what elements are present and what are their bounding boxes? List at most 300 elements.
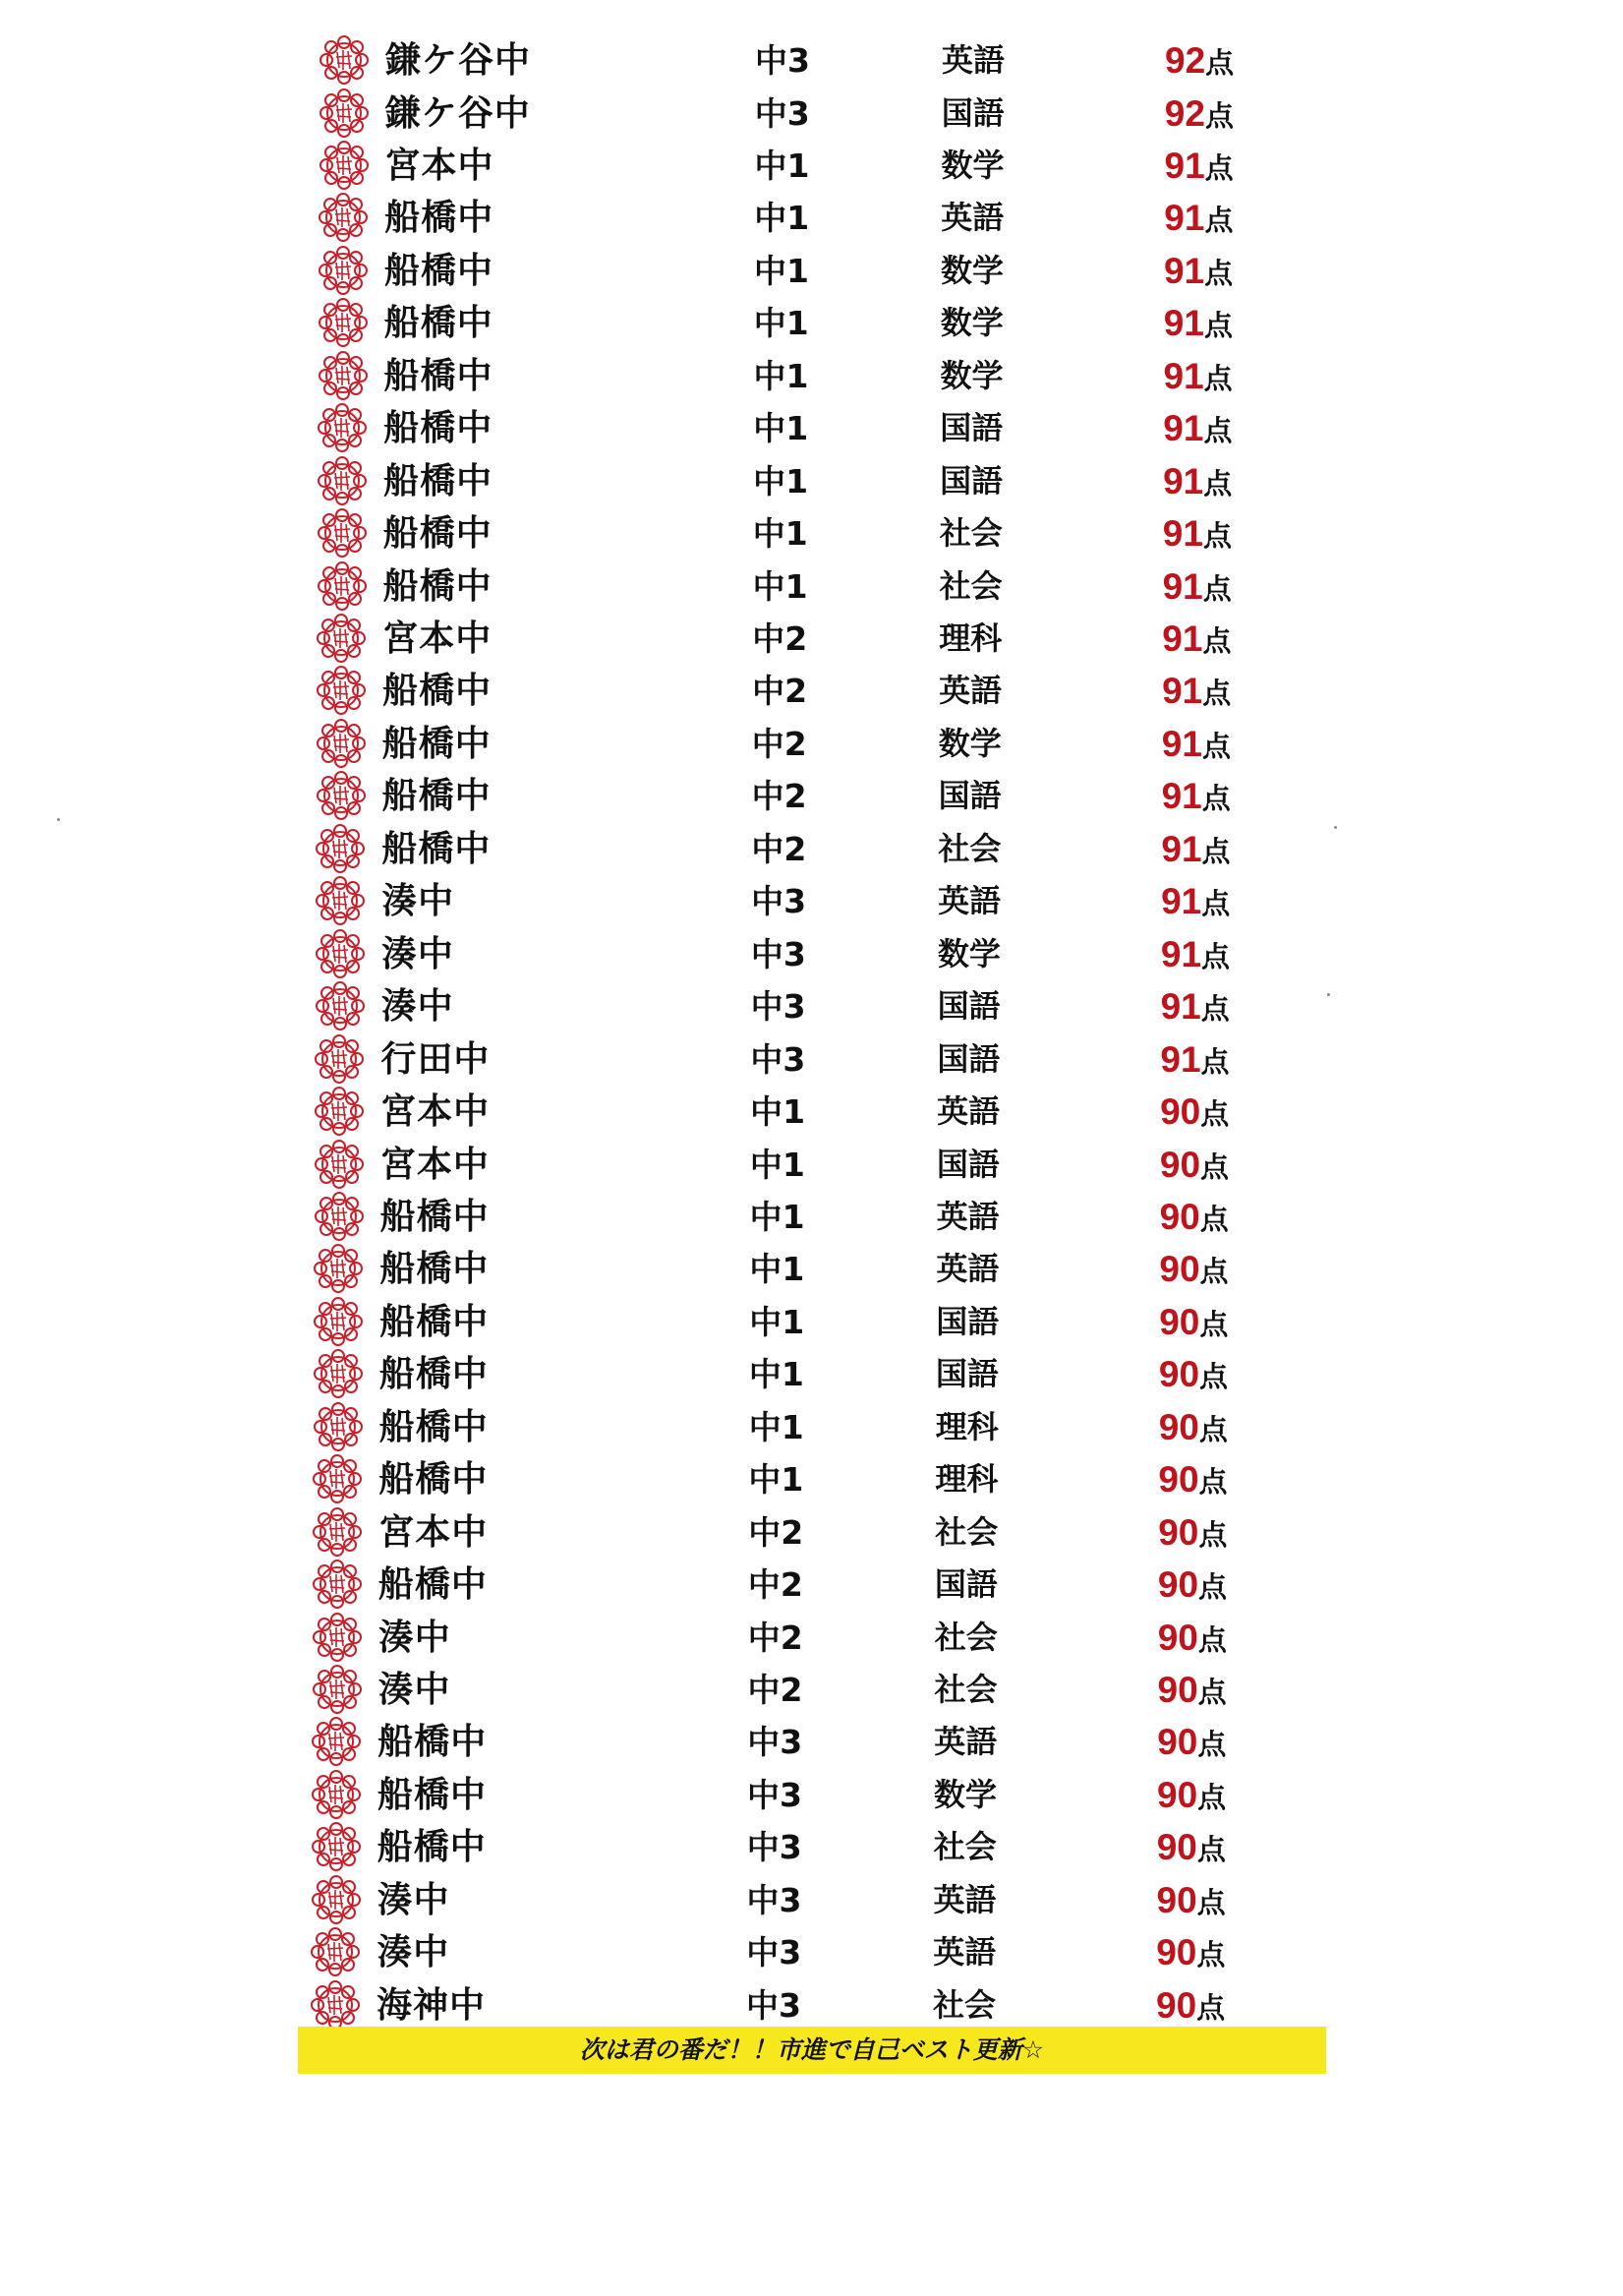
subject-label: 社会	[939, 514, 1003, 552]
result-row	[0, 507, 1623, 559]
grade-label: 中3	[746, 1880, 802, 1919]
score-unit: 点	[1201, 939, 1231, 973]
subject-label: 社会	[939, 566, 1003, 605]
flower-seal-icon	[315, 1087, 364, 1136]
score-value	[1163, 560, 1232, 613]
school-name: 宮本中	[380, 1091, 491, 1132]
grade-label: 中3	[746, 1828, 802, 1867]
subject-label: 社会	[934, 1671, 998, 1708]
flower-seal-icon	[311, 1980, 360, 2030]
flower-seal-icon	[314, 1297, 363, 1346]
score-number: 90	[1158, 1511, 1199, 1553]
flower-seal-icon	[318, 456, 367, 505]
school-name: 船橋中	[378, 1354, 489, 1395]
score-value	[1157, 1874, 1226, 1926]
school-name: 船橋中	[384, 198, 494, 239]
grade-label: 中3	[750, 1039, 806, 1079]
score-unit: 点	[1200, 1097, 1230, 1131]
score-value	[1165, 140, 1234, 192]
result-row	[0, 1664, 1623, 1716]
score-number: 90	[1158, 1354, 1200, 1395]
result-row	[0, 350, 1623, 402]
scan-speck	[57, 818, 60, 821]
grade-label: 中2	[748, 1512, 804, 1552]
footer-message: 次は君の番だ！！市進で自己ベスト更新☆	[579, 2035, 1045, 2064]
score-number: 92	[1165, 40, 1206, 81]
flower-seal-icon	[319, 246, 368, 295]
score-value	[1159, 1348, 1228, 1400]
score-number: 90	[1157, 1774, 1198, 1815]
subject-label: 英語	[941, 199, 1005, 237]
score-value	[1163, 402, 1232, 454]
flower-seal-icon	[319, 88, 369, 138]
result-row	[0, 1191, 1623, 1243]
subject-label: 英語	[934, 1723, 998, 1761]
score-unit: 点	[1197, 1622, 1227, 1657]
result-row	[0, 1926, 1623, 1978]
result-row	[0, 245, 1623, 297]
score-number: 90	[1156, 1932, 1197, 1973]
score-unit: 点	[1199, 1202, 1229, 1236]
score-unit: 点	[1196, 1938, 1226, 1972]
score-unit: 点	[1204, 256, 1234, 290]
grade-label: 中1	[754, 146, 810, 185]
subject-label: 国語	[935, 1355, 999, 1393]
score-value	[1158, 1453, 1227, 1505]
grade-label: 中1	[754, 251, 809, 290]
subject-label: 英語	[936, 1250, 1000, 1288]
score-value	[1164, 192, 1233, 244]
result-row	[0, 1979, 1623, 2031]
score-value	[1160, 1033, 1229, 1086]
score-number: 91	[1163, 408, 1204, 449]
school-name: 湊中	[381, 881, 455, 922]
subject-label: 英語	[933, 1880, 997, 1918]
score-unit: 点	[1202, 571, 1232, 606]
subject-label: 数学	[940, 304, 1004, 342]
subject-label: 社会	[935, 1512, 999, 1551]
score-value	[1164, 350, 1233, 402]
score-number: 90	[1159, 1249, 1200, 1290]
score-unit: 点	[1204, 204, 1234, 238]
subject-label: 国語	[938, 777, 1002, 815]
school-name: 湊中	[380, 933, 454, 974]
flower-seal-icon	[317, 614, 366, 663]
score-unit: 点	[1205, 46, 1235, 80]
result-row	[0, 34, 1623, 87]
subject-label: 国語	[936, 1302, 1000, 1340]
flower-seal-icon	[313, 1560, 362, 1609]
result-row	[0, 1716, 1623, 1768]
flower-seal-icon	[319, 141, 369, 190]
score-value	[1161, 928, 1230, 980]
score-value	[1158, 1664, 1227, 1716]
grade-label: 中3	[747, 1723, 803, 1762]
school-name: 行田中	[380, 1038, 491, 1080]
grade-label: 中1	[752, 566, 808, 606]
flower-seal-icon	[317, 719, 366, 768]
flower-seal-icon	[315, 1140, 364, 1189]
score-number: 90	[1158, 1406, 1199, 1447]
school-name: 船橋中	[381, 828, 492, 869]
score-unit: 点	[1197, 1780, 1227, 1814]
subject-label: 国語	[937, 1039, 1001, 1078]
score-value	[1159, 1296, 1228, 1348]
subject-label: 数学	[934, 1775, 998, 1813]
score-unit: 点	[1203, 466, 1233, 500]
subject-label: 国語	[940, 409, 1004, 447]
score-unit: 点	[1198, 1412, 1228, 1446]
result-row	[0, 1243, 1623, 1295]
score-value	[1159, 1243, 1228, 1295]
score-number: 91	[1164, 250, 1205, 291]
flower-seal-icon	[319, 351, 368, 400]
result-row	[0, 455, 1623, 507]
score-unit: 点	[1204, 150, 1234, 185]
school-name: 船橋中	[383, 460, 493, 501]
score-unit: 点	[1201, 834, 1231, 868]
school-name: 船橋中	[378, 1459, 489, 1501]
score-unit: 点	[1203, 414, 1233, 448]
score-unit: 点	[1200, 992, 1230, 1027]
flower-seal-icon	[312, 1822, 361, 1871]
score-value	[1156, 1926, 1225, 1978]
subject-label: 英語	[936, 1197, 1000, 1235]
score-number: 90	[1159, 1301, 1200, 1342]
subject-label: 英語	[942, 41, 1006, 79]
subject-label: 国語	[941, 93, 1005, 132]
score-value	[1162, 770, 1231, 822]
flower-seal-icon	[318, 508, 367, 558]
score-unit: 点	[1199, 1360, 1229, 1394]
score-value	[1158, 1559, 1227, 1611]
subject-label: 数学	[937, 934, 1001, 972]
subject-label: 国語	[937, 987, 1001, 1026]
grade-label: 中3	[754, 93, 810, 133]
score-number: 91	[1161, 723, 1202, 764]
school-name: 船橋中	[383, 355, 493, 396]
footer-banner	[298, 2027, 1326, 2074]
school-name: 宮本中	[384, 145, 494, 186]
result-row	[0, 1769, 1623, 1821]
score-number: 91	[1160, 933, 1202, 974]
score-unit: 点	[1200, 1044, 1230, 1079]
score-number: 90	[1156, 1879, 1197, 1920]
score-number: 91	[1164, 145, 1205, 186]
flower-seal-icon	[313, 1507, 362, 1557]
grade-label: 中3	[746, 1985, 801, 2025]
flower-seal-icon	[318, 561, 367, 611]
score-value	[1165, 34, 1234, 87]
result-row	[0, 560, 1623, 613]
score-unit: 点	[1198, 1570, 1228, 1605]
school-name: 船橋中	[381, 776, 492, 817]
school-name: 湊中	[377, 1670, 451, 1710]
grade-label: 中1	[749, 1197, 805, 1236]
score-value	[1158, 1506, 1227, 1559]
score-unit: 点	[1203, 309, 1233, 343]
score-value	[1157, 1821, 1226, 1873]
flower-seal-icon	[312, 1770, 361, 1819]
school-name: 湊中	[377, 1879, 450, 1920]
school-name: 船橋中	[382, 565, 493, 607]
flower-seal-icon	[318, 403, 367, 452]
score-value	[1161, 980, 1230, 1032]
score-value	[1162, 718, 1231, 770]
school-name: 船橋中	[377, 1774, 488, 1815]
result-row	[0, 1821, 1623, 1873]
score-unit: 点	[1201, 729, 1231, 763]
grade-label: 中1	[748, 1355, 804, 1394]
score-number: 91	[1162, 618, 1203, 659]
school-name: 船橋中	[379, 1249, 490, 1290]
score-unit: 点	[1198, 1517, 1228, 1552]
score-number: 90	[1158, 1459, 1199, 1501]
grade-label: 中3	[750, 987, 806, 1027]
subject-label: 理科	[935, 1407, 999, 1445]
result-row	[0, 1559, 1623, 1611]
subject-label: 社会	[934, 1618, 998, 1656]
flower-seal-icon	[312, 1875, 361, 1924]
subject-label: 数学	[940, 356, 1004, 394]
subject-label: 数学	[941, 251, 1005, 289]
subject-label: 数学	[941, 146, 1005, 184]
grade-label: 中2	[751, 777, 807, 816]
flower-seal-icon	[319, 298, 368, 347]
result-row	[0, 665, 1623, 717]
grade-label: 中2	[747, 1565, 803, 1605]
score-unit: 点	[1200, 1149, 1230, 1184]
grade-label: 中3	[755, 41, 810, 80]
flower-seal-icon	[311, 1927, 360, 1976]
subject-label: 社会	[933, 1828, 997, 1866]
school-name: 海神中	[377, 1984, 487, 2026]
score-value	[1157, 1769, 1226, 1821]
result-row	[0, 718, 1623, 770]
scan-speck	[1327, 993, 1330, 996]
flower-seal-icon	[312, 1717, 361, 1766]
score-number: 90	[1156, 1984, 1197, 2026]
score-unit: 点	[1201, 782, 1231, 816]
score-unit: 点	[1199, 1307, 1229, 1341]
score-number: 91	[1163, 303, 1204, 344]
school-name: 宮本中	[382, 618, 493, 659]
flower-seal-icon	[317, 666, 366, 715]
score-unit: 点	[1204, 98, 1234, 133]
score-number: 91	[1163, 460, 1204, 501]
grade-label: 中2	[752, 619, 808, 658]
grade-label: 中1	[753, 461, 809, 500]
score-value	[1164, 297, 1233, 349]
result-row	[0, 1401, 1623, 1453]
flower-seal-icon	[316, 981, 365, 1030]
grade-label: 中2	[751, 724, 807, 763]
subject-label: 英語	[938, 882, 1002, 920]
school-name: 湊中	[377, 1932, 450, 1973]
flower-seal-icon	[315, 1192, 364, 1241]
score-value	[1160, 1139, 1229, 1191]
school-name: 船橋中	[383, 408, 493, 449]
score-unit: 点	[1202, 519, 1232, 553]
flower-seal-icon	[316, 824, 365, 873]
result-row	[0, 1348, 1623, 1400]
grade-label: 中1	[752, 514, 808, 553]
scan-speck	[1334, 826, 1337, 829]
flower-seal-icon	[315, 1034, 364, 1084]
school-name: 鎌ケ谷中	[385, 40, 532, 81]
score-unit: 点	[1199, 1255, 1229, 1289]
grade-label: 中2	[747, 1671, 803, 1709]
result-row	[0, 1874, 1623, 1926]
subject-label: 社会	[933, 1985, 997, 2024]
score-unit: 点	[1201, 887, 1231, 921]
result-row	[0, 980, 1623, 1032]
school-name: 宮本中	[379, 1144, 490, 1185]
score-number: 90	[1159, 1196, 1200, 1237]
score-number: 92	[1164, 92, 1205, 134]
score-value	[1159, 1401, 1228, 1453]
result-row	[0, 192, 1623, 244]
result-row	[0, 1506, 1623, 1559]
grade-label: 中1	[753, 356, 809, 395]
flower-seal-icon	[313, 1665, 362, 1714]
grade-label: 中3	[750, 934, 806, 973]
result-row	[0, 1296, 1623, 1348]
result-row	[0, 1453, 1623, 1505]
score-unit: 点	[1202, 624, 1232, 658]
school-name: 船橋中	[381, 723, 492, 764]
result-row	[0, 875, 1623, 927]
flower-seal-icon	[319, 193, 368, 242]
result-row	[0, 1612, 1623, 1664]
result-row	[0, 297, 1623, 349]
subject-label: 理科	[935, 1460, 999, 1499]
grade-label: 中1	[749, 1302, 805, 1341]
subject-label: 数学	[938, 724, 1002, 762]
result-row	[0, 88, 1623, 140]
subject-label: 社会	[938, 829, 1002, 867]
subject-label: 英語	[937, 1092, 1001, 1130]
score-number: 91	[1161, 828, 1202, 869]
score-value	[1160, 1191, 1229, 1243]
grade-label: 中1	[754, 199, 810, 238]
result-row	[0, 1033, 1623, 1086]
score-unit: 点	[1196, 1885, 1226, 1919]
subject-label: 理科	[939, 619, 1003, 657]
grade-label: 中2	[752, 672, 808, 711]
score-value	[1156, 1979, 1225, 2031]
school-name: 船橋中	[378, 1406, 489, 1447]
score-number: 90	[1156, 1827, 1197, 1868]
score-number: 91	[1160, 986, 1201, 1028]
subject-label: 英語	[933, 1933, 997, 1972]
score-number: 91	[1162, 513, 1203, 554]
score-number: 91	[1163, 355, 1204, 396]
school-name: 船橋中	[377, 1564, 488, 1606]
score-value	[1160, 1086, 1229, 1138]
subject-label: 英語	[939, 672, 1003, 710]
grade-label: 中1	[750, 1092, 806, 1131]
score-number: 90	[1157, 1670, 1198, 1710]
result-row	[0, 402, 1623, 454]
school-name: 鎌ケ谷中	[384, 92, 531, 134]
school-name: 船橋中	[382, 671, 493, 712]
score-unit: 点	[1197, 1676, 1227, 1709]
score-unit: 点	[1196, 1833, 1226, 1867]
score-value	[1157, 1716, 1226, 1768]
score-value	[1164, 245, 1233, 297]
subject-label: 国語	[934, 1565, 998, 1604]
subject-label: 国語	[940, 461, 1004, 500]
school-name: 湊中	[380, 986, 454, 1028]
school-name: 船橋中	[379, 1196, 490, 1237]
school-name: 船橋中	[383, 303, 493, 344]
score-value	[1161, 875, 1230, 927]
score-value	[1163, 507, 1232, 559]
score-number: 90	[1157, 1564, 1199, 1606]
school-name: 船橋中	[377, 1827, 487, 1868]
score-value	[1162, 613, 1231, 665]
score-number: 90	[1160, 1091, 1201, 1132]
score-number: 90	[1157, 1617, 1198, 1658]
score-number: 91	[1164, 198, 1205, 239]
grade-label: 中3	[747, 1775, 802, 1814]
school-name: 湊中	[377, 1617, 451, 1658]
score-number: 91	[1161, 776, 1202, 817]
flower-seal-icon	[317, 771, 366, 820]
flower-seal-icon	[319, 35, 369, 85]
grade-label: 中3	[751, 882, 807, 921]
flower-seal-icon	[316, 929, 365, 978]
flower-seal-icon	[314, 1402, 363, 1451]
school-name: 船橋中	[382, 513, 493, 554]
flower-seal-icon	[313, 1454, 362, 1503]
score-number: 91	[1162, 671, 1203, 712]
school-name: 船橋中	[377, 1722, 488, 1763]
grade-label: 中1	[753, 409, 809, 448]
flower-seal-icon	[314, 1244, 363, 1293]
result-row	[0, 1139, 1623, 1191]
result-row	[0, 928, 1623, 980]
flower-seal-icon	[314, 1349, 363, 1398]
grade-label: 中1	[748, 1407, 804, 1446]
grade-label: 中1	[753, 304, 809, 343]
result-row	[0, 140, 1623, 192]
grade-label: 中1	[748, 1460, 804, 1500]
result-row	[0, 1086, 1623, 1138]
grade-label: 中1	[749, 1250, 805, 1289]
subject-label: 国語	[936, 1145, 1000, 1183]
result-row	[0, 823, 1623, 875]
score-number: 91	[1161, 881, 1202, 922]
score-number: 90	[1157, 1722, 1198, 1763]
score-unit: 点	[1198, 1465, 1228, 1500]
flower-seal-icon	[316, 876, 365, 925]
score-value	[1161, 823, 1230, 875]
grade-label: 中2	[751, 829, 807, 868]
school-name: 船橋中	[384, 250, 494, 291]
result-row	[0, 770, 1623, 822]
score-number: 91	[1160, 1038, 1201, 1080]
score-unit: 点	[1197, 1728, 1227, 1762]
school-name: 宮本中	[378, 1511, 489, 1553]
score-unit: 点	[1196, 1990, 1226, 2025]
result-row	[0, 613, 1623, 665]
grade-label: 中3	[746, 1933, 802, 1972]
score-value	[1163, 455, 1232, 507]
score-unit: 点	[1202, 677, 1232, 711]
score-value	[1162, 665, 1231, 717]
